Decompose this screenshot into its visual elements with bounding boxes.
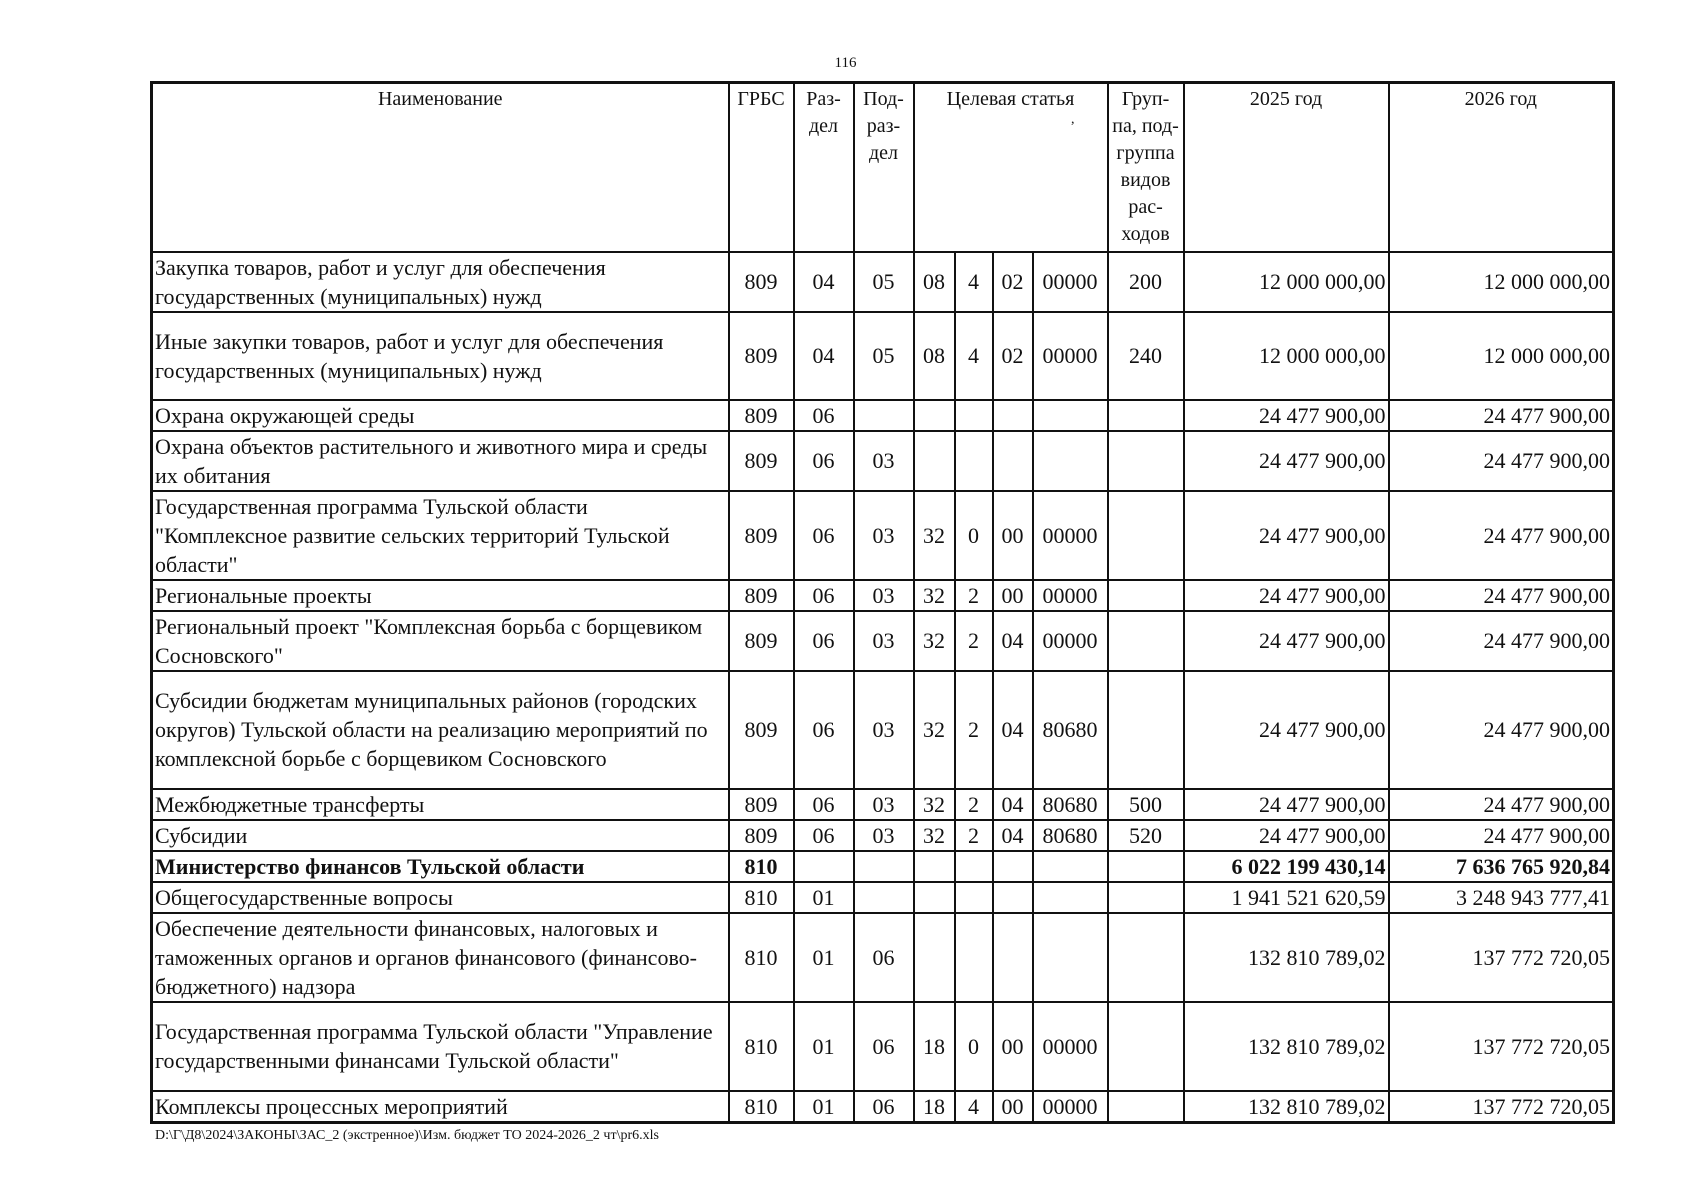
cell-amount-2025: 132 810 789,02 [1184, 913, 1389, 1002]
cell-target-structure: 04 [993, 820, 1033, 851]
cell-target-structure [993, 913, 1033, 1002]
cell-target-structure: 00 [993, 580, 1033, 611]
cell-target-program [914, 851, 955, 882]
cell-podrazdel [854, 851, 914, 882]
cell-amount-2026: 137 772 720,05 [1389, 913, 1614, 1002]
cell-amount-2025: 24 477 900,00 [1184, 611, 1389, 671]
table-row [152, 1002, 1614, 1091]
header-grbs: ГРБС [729, 83, 794, 252]
cell-razdel: 04 [794, 252, 854, 312]
header-razdel: Раз- дел [794, 83, 854, 252]
cell-amount-2026: 24 477 900,00 [1389, 671, 1614, 789]
cell-amount-2025: 24 477 900,00 [1184, 580, 1389, 611]
cell-podrazdel: 06 [854, 913, 914, 1002]
cell-target-direction: 00000 [1033, 252, 1108, 312]
cell-amount-2026: 24 477 900,00 [1389, 820, 1614, 851]
cell-amount-2025: 12 000 000,00 [1184, 312, 1389, 400]
cell-grbs: 810 [729, 882, 794, 913]
cell-grbs: 810 [729, 913, 794, 1002]
cell-target-program: 32 [914, 580, 955, 611]
cell-name: Министерство финансов Тульской области [152, 851, 729, 882]
header-year-2025: 2025 год [1184, 83, 1389, 252]
table-row [152, 312, 1614, 400]
cell-target-program [914, 882, 955, 913]
cell-grbs: 809 [729, 820, 794, 851]
cell-amount-2025: 12 000 000,00 [1184, 252, 1389, 312]
cell-target-type: 2 [955, 671, 993, 789]
cell-amount-2026: 137 772 720,05 [1389, 1091, 1614, 1123]
cell-target-direction: 00000 [1033, 580, 1108, 611]
table-row [152, 789, 1614, 820]
cell-target-structure [993, 400, 1033, 431]
cell-target-structure [993, 851, 1033, 882]
cell-target-type [955, 400, 993, 431]
cell-target-type: 4 [955, 312, 993, 400]
cell-target-program: 08 [914, 312, 955, 400]
file-path: D:\Г\Д8\2024\ЗАКОНЫ\ЗАС_2 (экстренное)\Изм. бюджет ТО 2024-2026_2 чт\pr6.xls [155, 1128, 659, 1143]
cell-target-type [955, 851, 993, 882]
table-row [152, 851, 1614, 882]
cell-amount-2026: 137 772 720,05 [1389, 1002, 1614, 1091]
cell-expense-group [1108, 580, 1184, 611]
cell-podrazdel: 03 [854, 671, 914, 789]
cell-razdel: 01 [794, 882, 854, 913]
cell-podrazdel: 03 [854, 431, 914, 491]
cell-name: Государственная программа Тульской области "Комплексное развитие сельских территорий Тульской области" [152, 491, 729, 580]
cell-podrazdel: 03 [854, 611, 914, 671]
cell-target-program [914, 431, 955, 491]
cell-target-program: 08 [914, 252, 955, 312]
cell-grbs: 809 [729, 491, 794, 580]
header-target-label: Целевая статья [946, 88, 1075, 110]
cell-target-type: 0 [955, 1002, 993, 1091]
cell-razdel: 06 [794, 611, 854, 671]
cell-target-direction: 00000 [1033, 611, 1108, 671]
cell-razdel: 06 [794, 491, 854, 580]
cell-razdel: 06 [794, 400, 854, 431]
cell-target-structure: 00 [993, 1091, 1033, 1123]
cell-target-direction [1033, 851, 1108, 882]
cell-name: Обеспечение деятельности финансовых, налоговых и таможенных органов и органов финансового (финансово-бюджетного) надзора [152, 913, 729, 1002]
cell-grbs: 809 [729, 400, 794, 431]
cell-target-type: 2 [955, 789, 993, 820]
cell-razdel: 06 [794, 431, 854, 491]
cell-expense-group [1108, 1002, 1184, 1091]
cell-podrazdel: 06 [854, 1091, 914, 1123]
cell-grbs: 809 [729, 312, 794, 400]
table-row [152, 913, 1614, 1002]
cell-podrazdel [854, 400, 914, 431]
cell-target-direction [1033, 431, 1108, 491]
cell-name: Государственная программа Тульской области "Управление государственными финансами Тульской области" [152, 1002, 729, 1091]
cell-target-type: 2 [955, 580, 993, 611]
header-target-mark: , [1071, 112, 1075, 127]
cell-amount-2026: 24 477 900,00 [1389, 611, 1614, 671]
budget-table [150, 81, 1615, 1124]
cell-podrazdel: 03 [854, 820, 914, 851]
cell-podrazdel: 03 [854, 491, 914, 580]
cell-name: Иные закупки товаров, работ и услуг для обеспечения государственных (муниципальных) нужд [152, 312, 729, 400]
cell-target-program [914, 400, 955, 431]
cell-target-direction: 00000 [1033, 491, 1108, 580]
cell-target-direction: 00000 [1033, 1091, 1108, 1123]
cell-name: Субсидии [152, 820, 729, 851]
cell-podrazdel: 03 [854, 789, 914, 820]
cell-name: Региональный проект "Комплексная борьба с борщевиком Сосновского" [152, 611, 729, 671]
cell-razdel: 06 [794, 671, 854, 789]
cell-target-type: 2 [955, 820, 993, 851]
cell-target-type [955, 882, 993, 913]
cell-name: Региональные проекты [152, 580, 729, 611]
cell-expense-group: 240 [1108, 312, 1184, 400]
cell-target-direction: 80680 [1033, 820, 1108, 851]
cell-amount-2025: 24 477 900,00 [1184, 431, 1389, 491]
cell-grbs: 810 [729, 851, 794, 882]
cell-expense-group [1108, 913, 1184, 1002]
cell-target-type: 4 [955, 1091, 993, 1123]
table-row [152, 882, 1614, 913]
cell-name: Охрана объектов растительного и животного мира и среды их обитания [152, 431, 729, 491]
cell-target-program: 32 [914, 611, 955, 671]
cell-target-structure [993, 882, 1033, 913]
table-row [152, 431, 1614, 491]
cell-target-program: 18 [914, 1002, 955, 1091]
header-expense-group: Груп- па, под- группа видов рас- ходов [1108, 83, 1184, 252]
cell-target-structure: 00 [993, 491, 1033, 580]
cell-target-structure [993, 431, 1033, 491]
cell-grbs: 809 [729, 252, 794, 312]
cell-target-direction: 80680 [1033, 671, 1108, 789]
cell-razdel: 06 [794, 789, 854, 820]
table-row [152, 491, 1614, 580]
cell-amount-2025: 132 810 789,02 [1184, 1091, 1389, 1123]
cell-razdel: 01 [794, 1091, 854, 1123]
cell-podrazdel: 03 [854, 580, 914, 611]
table-row [152, 400, 1614, 431]
cell-target-program [914, 913, 955, 1002]
cell-amount-2025: 1 941 521 620,59 [1184, 882, 1389, 913]
table-body [152, 252, 1614, 1123]
cell-expense-group [1108, 611, 1184, 671]
cell-target-type: 2 [955, 611, 993, 671]
cell-name: Комплексы процессных мероприятий [152, 1091, 729, 1123]
cell-target-direction: 80680 [1033, 789, 1108, 820]
cell-amount-2025: 24 477 900,00 [1184, 400, 1389, 431]
table-row [152, 1091, 1614, 1123]
cell-target-direction [1033, 913, 1108, 1002]
cell-target-type: 0 [955, 491, 993, 580]
cell-name: Субсидии бюджетам муниципальных районов (городских округов) Тульской области на реализацию мероприятий по комплексной борьбе с борщевиком Сосновского [152, 671, 729, 789]
cell-expense-group: 500 [1108, 789, 1184, 820]
cell-amount-2026: 24 477 900,00 [1389, 789, 1614, 820]
cell-target-program: 18 [914, 1091, 955, 1123]
cell-target-program: 32 [914, 820, 955, 851]
cell-target-structure: 04 [993, 789, 1033, 820]
table-row [152, 252, 1614, 312]
cell-podrazdel: 05 [854, 312, 914, 400]
cell-razdel: 04 [794, 312, 854, 400]
cell-target-program: 32 [914, 671, 955, 789]
header-year-2026: 2026 год [1389, 83, 1614, 252]
cell-amount-2026: 12 000 000,00 [1389, 312, 1614, 400]
cell-amount-2025: 6 022 199 430,14 [1184, 851, 1389, 882]
cell-razdel: 06 [794, 580, 854, 611]
cell-grbs: 810 [729, 1091, 794, 1123]
cell-target-type [955, 431, 993, 491]
cell-name: Охрана окружающей среды [152, 400, 729, 431]
cell-amount-2026: 3 248 943 777,41 [1389, 882, 1614, 913]
cell-grbs: 809 [729, 611, 794, 671]
cell-name: Общегосударственные вопросы [152, 882, 729, 913]
cell-target-structure: 04 [993, 671, 1033, 789]
cell-expense-group: 520 [1108, 820, 1184, 851]
cell-amount-2025: 24 477 900,00 [1184, 671, 1389, 789]
cell-expense-group [1108, 671, 1184, 789]
cell-target-program: 32 [914, 789, 955, 820]
cell-razdel: 06 [794, 820, 854, 851]
cell-expense-group: 200 [1108, 252, 1184, 312]
cell-amount-2026: 24 477 900,00 [1389, 400, 1614, 431]
cell-expense-group [1108, 491, 1184, 580]
cell-amount-2025: 24 477 900,00 [1184, 789, 1389, 820]
cell-amount-2026: 24 477 900,00 [1389, 491, 1614, 580]
cell-podrazdel: 06 [854, 1002, 914, 1091]
cell-amount-2025: 24 477 900,00 [1184, 491, 1389, 580]
cell-amount-2025: 24 477 900,00 [1184, 820, 1389, 851]
cell-target-structure: 04 [993, 611, 1033, 671]
cell-grbs: 810 [729, 1002, 794, 1091]
cell-name: Закупка товаров, работ и услуг для обеспечения государственных (муниципальных) нужд [152, 252, 729, 312]
cell-target-structure: 00 [993, 1002, 1033, 1091]
cell-expense-group [1108, 882, 1184, 913]
cell-name: Межбюджетные трансферты [152, 789, 729, 820]
cell-podrazdel: 05 [854, 252, 914, 312]
cell-razdel [794, 851, 854, 882]
cell-grbs: 809 [729, 431, 794, 491]
header-name: Наименование [152, 83, 729, 252]
page-number: 116 [834, 55, 857, 71]
cell-target-program: 32 [914, 491, 955, 580]
cell-target-type [955, 913, 993, 1002]
cell-target-direction: 00000 [1033, 312, 1108, 400]
header-row [152, 83, 1614, 252]
cell-target-structure: 02 [993, 312, 1033, 400]
table-row [152, 671, 1614, 789]
header-podrazdel: Под- раз- дел [854, 83, 914, 252]
cell-podrazdel [854, 882, 914, 913]
cell-amount-2026: 24 477 900,00 [1389, 580, 1614, 611]
cell-target-direction [1033, 882, 1108, 913]
cell-amount-2026: 24 477 900,00 [1389, 431, 1614, 491]
cell-target-direction [1033, 400, 1108, 431]
cell-target-type: 4 [955, 252, 993, 312]
cell-razdel: 01 [794, 913, 854, 1002]
header-target-article [914, 83, 1108, 252]
cell-target-structure: 02 [993, 252, 1033, 312]
cell-grbs: 809 [729, 671, 794, 789]
cell-expense-group [1108, 851, 1184, 882]
cell-amount-2026: 12 000 000,00 [1389, 252, 1614, 312]
cell-razdel: 01 [794, 1002, 854, 1091]
cell-expense-group [1108, 400, 1184, 431]
cell-grbs: 809 [729, 580, 794, 611]
table-row [152, 820, 1614, 851]
cell-expense-group [1108, 431, 1184, 491]
cell-amount-2025: 132 810 789,02 [1184, 1002, 1389, 1091]
cell-expense-group [1108, 1091, 1184, 1123]
table-row [152, 611, 1614, 671]
cell-target-direction: 00000 [1033, 1002, 1108, 1091]
cell-grbs: 809 [729, 789, 794, 820]
cell-amount-2026: 7 636 765 920,84 [1389, 851, 1614, 882]
table-row [152, 580, 1614, 611]
